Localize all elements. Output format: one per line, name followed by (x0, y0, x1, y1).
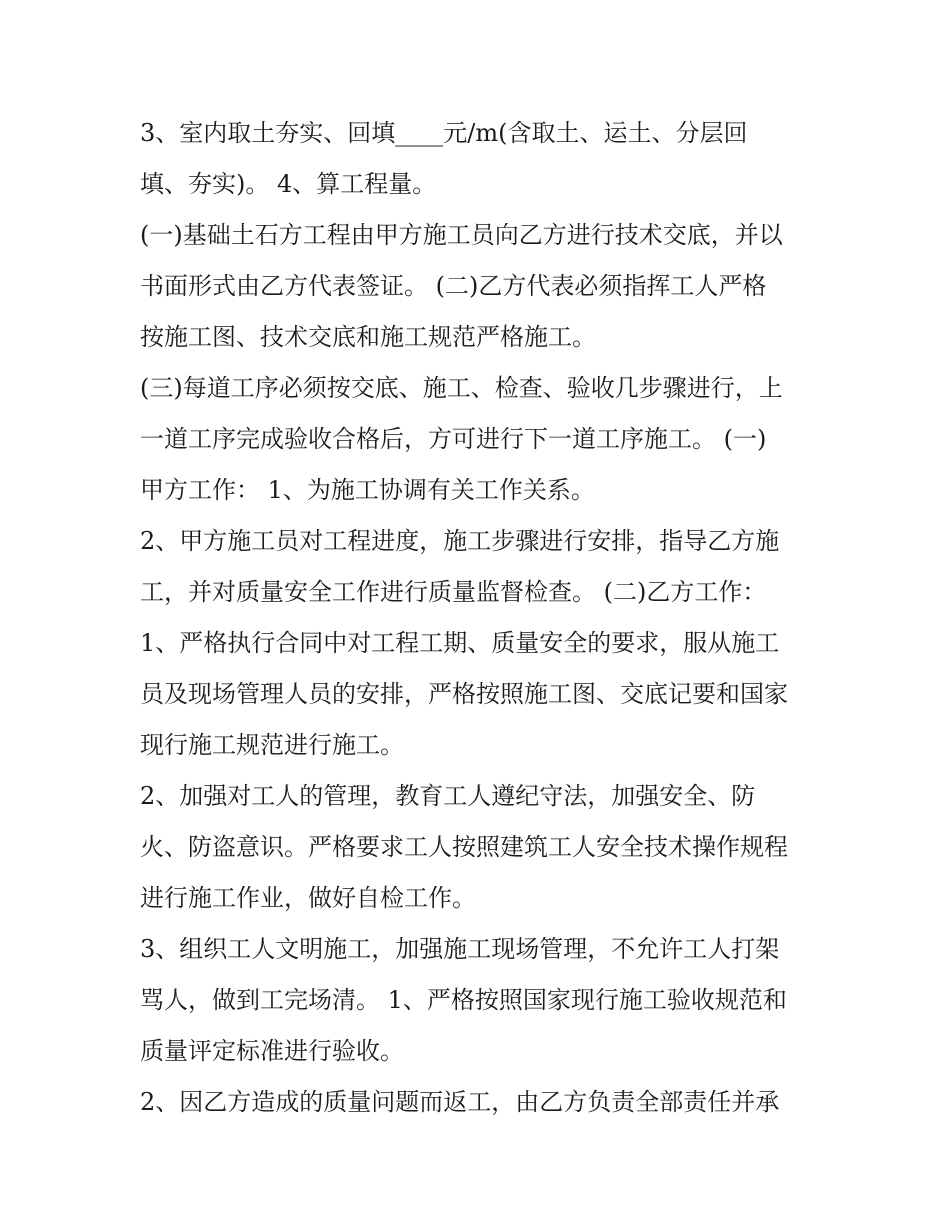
text-line: 2、因乙方造成的质量问题而返工，由乙方负责全部责任并承 (140, 1088, 780, 1116)
text-line: (一)基础土石方工程由甲方施工员向乙方进行技术交底，并以 (140, 221, 783, 249)
text-line: 1、严格执行合同中对工程工期、质量安全的要求，服从施工 (140, 629, 780, 657)
text-line: 书面形式由乙方代表签证。 (二)乙方代表必须指挥工人严格 (140, 272, 767, 300)
text-line: 一道工序完成验收合格后，方可进行下一道工序施工。 (一) (140, 425, 767, 453)
text-line: 工，并对质量安全工作进行质量监督检查。 (二)乙方工作： (140, 578, 767, 606)
text-line: 3、室内取土夯实、回填____元/m(含取土、运土、分层回 (140, 119, 748, 147)
text-line: 按施工图、技术交底和施工规范严格施工。 (140, 323, 596, 351)
text-line: 2、甲方施工员对工程进度，施工步骤进行安排，指导乙方施 (140, 527, 780, 555)
text-line: 火、防盗意识。严格要求工人按照建筑工人安全技术操作规程 (140, 833, 788, 861)
document-body (140, 108, 820, 1128)
text-line: 甲方工作： 1、为施工协调有关工作关系。 (140, 476, 595, 504)
text-line: 骂人，做到工完场清。 1、严格按照国家现行施工验收规范和 (140, 986, 787, 1014)
text-line: 进行施工作业，做好自检工作。 (140, 884, 476, 912)
text-line: 员及现场管理人员的安排，严格按照施工图、交底记要和国家 (140, 680, 788, 708)
text-line: 现行施工规范进行施工。 (140, 731, 404, 759)
text-line: 2、加强对工人的管理，教育工人遵纪守法，加强安全、防 (140, 782, 756, 810)
text-line: (三)每道工序必须按交底、施工、检查、验收几步骤进行，上 (140, 374, 783, 402)
text-line: 3、组织工人文明施工，加强施工现场管理，不允许工人打架 (140, 935, 780, 963)
text-line: 质量评定标准进行验收。 (140, 1037, 404, 1065)
text-line: 填、夯实)。 4、算工程量。 (140, 170, 437, 198)
